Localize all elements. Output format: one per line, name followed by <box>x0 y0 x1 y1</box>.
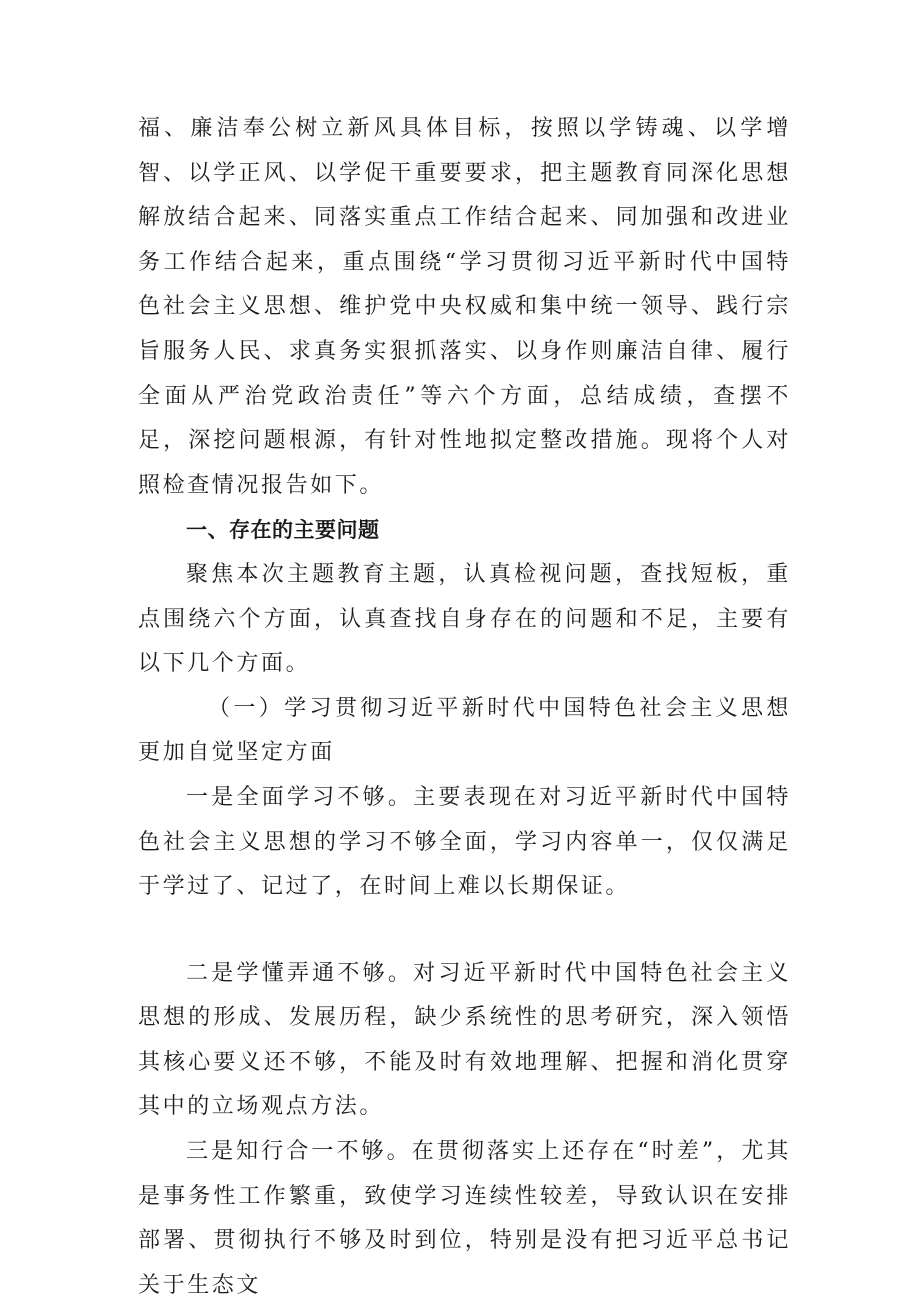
section-heading-main-problems: 一、存在的主要问题 <box>186 518 380 543</box>
paragraph-intro: 福、廉洁奉公树立新风具体目标，按照以学铸魂、以学增智、以学正风、以学促干重要要求，把主题教育同深化思想解放结合起来、同落实重点工作结合起来、同加强和改进业务工作结合起来，重点围绕“学习贯彻习近平新时代中国特色社会主义思想、维护党中央权威和集中统一领导、践行宗旨服务人民、求真务实狠抓落实、以身作则廉洁自律、履行全面从严治党政治责任”等六个方面，总结成绩，查摆不足，深挖问题根源，有针对性地拟定整改措施。现将个人对照检查情况报告如下。 <box>138 116 791 498</box>
paragraph-point-one: 一是全面学习不够。主要表现在对习近平新时代中国特色社会主义思想的学习不够全面，学习内容单一，仅仅满足于学过了、记过了，在时间上难以长期保证。 <box>138 784 791 900</box>
paragraph-overview: 聚焦本次主题教育主题，认真检视问题，查找短板，重点围绕六个方面，认真查找自身存在的问题和不足，主要有以下几个方面。 <box>138 561 791 677</box>
paragraph-point-three: 三是知行合一不够。在贯彻落实上还存在“时差”，尤其是事务性工作繁重，致使学习连续性较差，导致认识在安排部署、贯彻执行不够及时到位，特别是没有把习近平总书记关于生态文 <box>138 1139 791 1298</box>
paragraph-point-two: 二是学懂弄通不够。对习近平新时代中国特色社会主义思想的形成、发展历程，缺少系统性的思考研究，深入领悟其核心要义还不够，不能及时有效地理解、把握和消化贯穿其中的立场观点方法。 <box>138 960 791 1120</box>
subsection-heading-study: （一）学习贯彻习近平新时代中国特色社会主义思想更加自觉坚定方面 <box>138 695 791 766</box>
document-body <box>138 107 791 1308</box>
